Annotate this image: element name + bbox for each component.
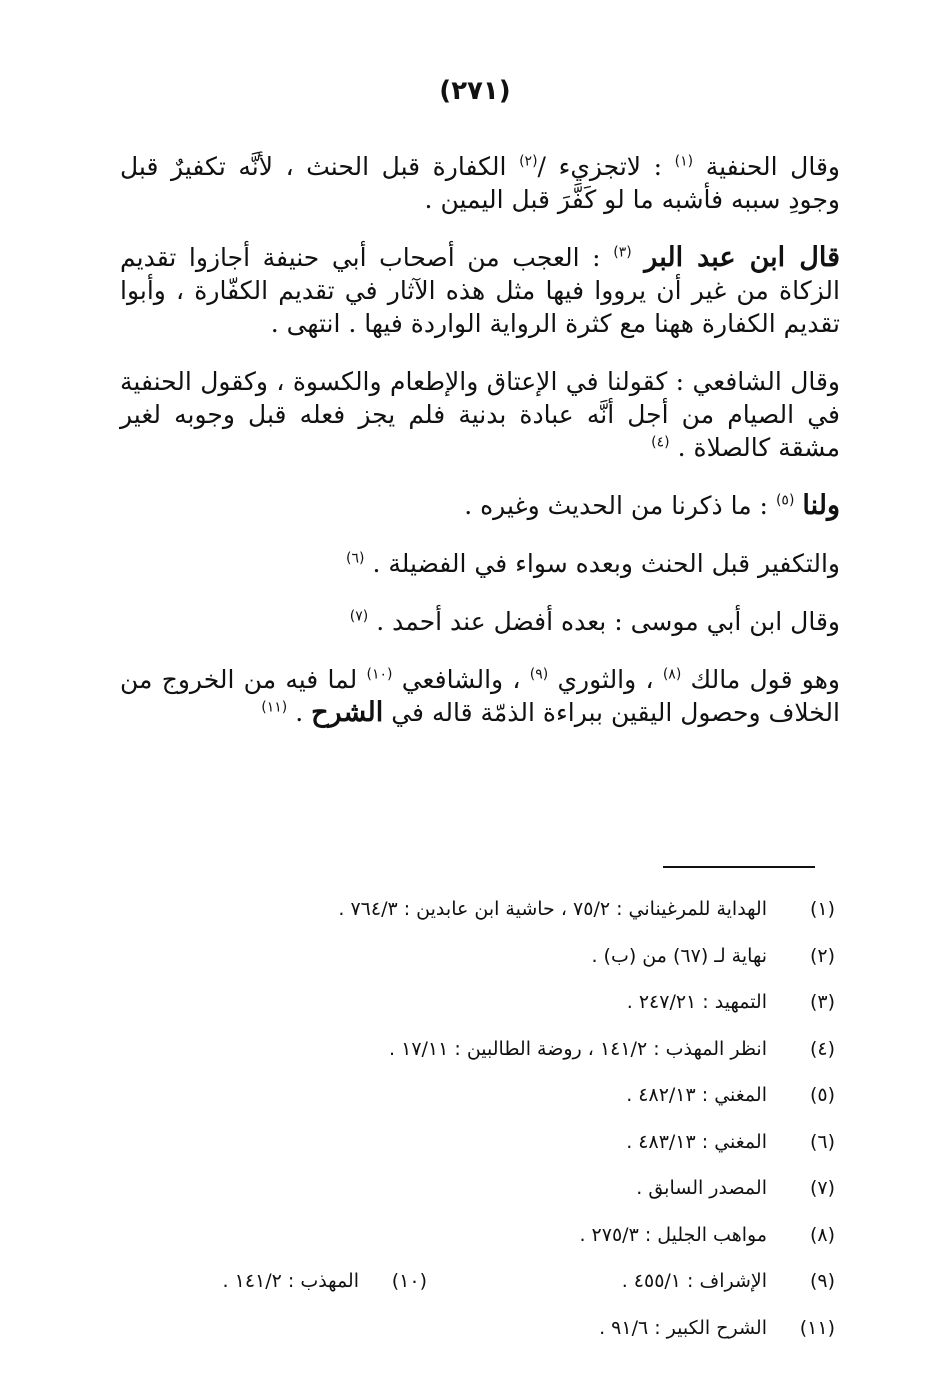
- footnote-11: (١١)الشرح الكبير : ٩١/٦ .: [599, 1316, 835, 1339]
- footnote-ref-1[interactable]: (١): [674, 153, 694, 170]
- footnote-10-text: المهذب : ١٤١/٢ .: [222, 1270, 359, 1292]
- footnote-ref-3[interactable]: (٣): [613, 244, 632, 261]
- footnote-ref-6[interactable]: (٦): [346, 550, 365, 567]
- main-text: [120, 150, 840, 754]
- footnote-separator: [663, 866, 815, 868]
- paragraph-6: وقال ابن أبي موسى : بعده أفضل عند أحمد . $^{(٧)}$: [349, 607, 840, 636]
- footnote-ref-2[interactable]: (٢): [519, 153, 538, 170]
- footnote-9-10: (٩)الإشراف : ٤٥٥/١ .(١٠)المهذب : ١٤١/٢ .: [130, 1265, 835, 1312]
- footnote-6: (٦)المغني : ٤٨٣/١٣ .: [626, 1130, 835, 1153]
- footnote-ref-5[interactable]: (٥): [775, 492, 795, 509]
- footnote-2: (٢)نهاية لـ (٦٧) من (ب) .: [591, 944, 835, 967]
- paragraph-5: والتكفير قبل الحنث وبعده سواء في الفضيلة . $^{(٦)}$: [346, 549, 840, 578]
- footnote-ref-11[interactable]: (١١): [261, 699, 288, 716]
- footnote-ref-7[interactable]: (٧): [349, 608, 369, 625]
- footnote-1: (١)الهداية للمرغيناني : ٧٥/٢ ، حاشية ابن عابدين : ٧٦٤/٣ .: [338, 898, 835, 920]
- bold-lead: ولنا: [802, 490, 840, 521]
- bold-term: الشرح: [311, 697, 384, 728]
- footnote-8: (٨)مواهب الجليل : ٢٧٥/٣ .: [579, 1223, 835, 1246]
- paragraph-4: ولنا $^{(٥)}$ : ما ذكرنا من الحديث وغيره .: [464, 490, 840, 521]
- bold-lead: قال ابن عبد البر: [644, 242, 840, 273]
- footnotes: [130, 893, 835, 1358]
- footnote-ref-4[interactable]: (٤): [651, 434, 670, 451]
- footnote-ref-8[interactable]: (٨): [662, 666, 682, 683]
- paragraph-1: وقال الحنفية $^{(١)}$ : لاتجزيء /$^{(٢)}$ الكفارة قبل الحنث ، لأنَّه تكفيرٌ قبل وجودِ سببه فأشبه ما لو كَفَّرَ قبل اليمين .: [120, 152, 840, 214]
- footnote-3: (٣)التمهيد : ٢٤٧/٢١ .: [626, 991, 835, 1013]
- footnote-10-num: (١٠): [391, 1270, 427, 1292]
- footnote-4: (٤)انظر المهذب : ١٤١/٢ ، روضة الطالبين : ١٧/١١ .: [389, 1037, 835, 1060]
- page-number: (٢٧١): [439, 76, 511, 106]
- footnote-ref-9[interactable]: (٩): [529, 666, 549, 683]
- paragraph-7: وهو قول مالك $^{(٨)}$ ، والثوري $^{(٩)}$ ، والشافعي $^{(١٠)}$ لما فيه من الخروج من الخلاف وحصول اليقين ببراءة الذمّة قاله في الشرح . $^{(١١)}$: [120, 665, 840, 728]
- footnote-5: (٥)المغني : ٤٨٢/١٣ .: [626, 1084, 835, 1106]
- paragraph-2: قال ابن عبد البر $^{(٣)}$ : العجب من أصحاب أبي حنيفة أجازوا تقديم الزكاة من غير أن يرووا فيها مثل هذه الآثار في تقديم الكفّارة ، وأبوا تقديم الكفارة ههنا مع كثرة الرواية الواردة فيها . انتهى .: [120, 242, 840, 338]
- footnote-ref-10[interactable]: (١٠): [366, 666, 393, 683]
- footnote-7: (٧)المصدر السابق .: [636, 1177, 835, 1199]
- paragraph-3: وقال الشافعي : كقولنا في الإعتاق والإطعام والكسوة ، وكقول الحنفية في الصيام من أجل أنَّه عبادة بدنية فلم يجز فعله قبل وجوبه لغير مشقة كالصلاة . $^{(٤)}$: [120, 367, 840, 462]
